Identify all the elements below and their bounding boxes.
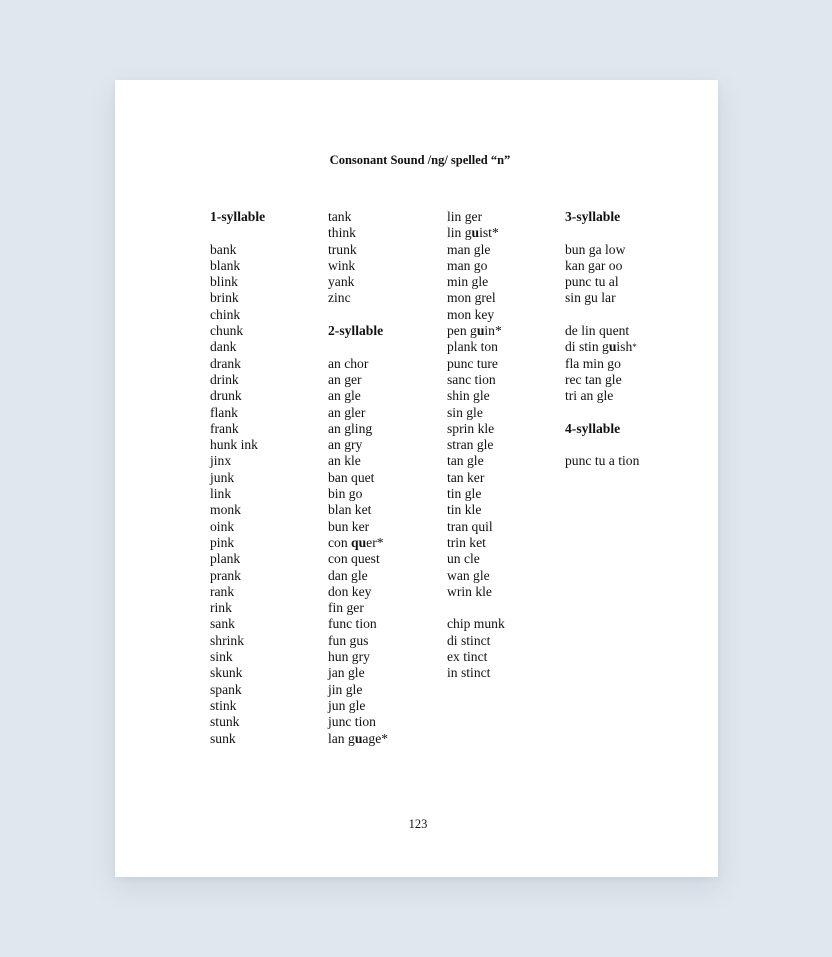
word-item xyxy=(328,535,388,551)
word-item: plank ton xyxy=(447,339,498,355)
word-item: tin gle xyxy=(447,486,482,502)
word-item: yank xyxy=(328,274,355,290)
word-item: tri an gle xyxy=(565,388,614,404)
word-item: stink xyxy=(210,697,237,713)
word-part: ish xyxy=(616,339,633,355)
word-part: pen g xyxy=(447,323,477,339)
word-item: sink xyxy=(210,649,233,665)
word-item: spank xyxy=(210,681,242,697)
word-item: tan ker xyxy=(447,469,485,485)
word-item: shin gle xyxy=(447,388,490,404)
word-item: trin ket xyxy=(447,534,486,550)
word-item: blink xyxy=(210,274,238,290)
spacer xyxy=(565,405,639,421)
word-item: chip munk xyxy=(447,616,505,632)
word-item: sin gu lar xyxy=(565,290,616,306)
word-item: kan gar oo xyxy=(565,257,623,273)
word-item: drink xyxy=(210,371,239,387)
word-item: bun ker xyxy=(328,518,370,534)
word-item: tran quil xyxy=(447,518,493,534)
spacer xyxy=(447,600,505,616)
word-part-bold: u xyxy=(476,323,485,339)
word-item: drank xyxy=(210,355,241,371)
word-part: * xyxy=(632,342,637,353)
word-column-3 xyxy=(447,209,505,682)
word-item: fin ger xyxy=(328,600,364,616)
word-item: dank xyxy=(210,339,237,355)
word-part: in* xyxy=(484,323,502,339)
word-item: chink xyxy=(210,306,241,322)
word-item: sin gle xyxy=(447,404,483,420)
word-item: brink xyxy=(210,290,239,306)
word-item: man go xyxy=(447,257,488,273)
word-item: bun ga low xyxy=(565,241,626,257)
word-item: func tion xyxy=(328,616,377,632)
word-part-bold: u xyxy=(354,730,363,746)
word-item: blan ket xyxy=(328,502,372,518)
word-item: di stinct xyxy=(447,632,491,648)
word-item: hun gry xyxy=(328,649,370,665)
word-item: frank xyxy=(210,420,239,436)
word-part: age* xyxy=(362,730,389,746)
section-heading: 1-syllable xyxy=(210,209,266,224)
section-heading: 3-syllable xyxy=(565,209,621,224)
word-item: punc ture xyxy=(447,355,498,371)
word-item: tan gle xyxy=(447,453,484,469)
word-item: chunk xyxy=(210,323,244,339)
section-heading: 2-syllable xyxy=(328,323,384,339)
word-item: pink xyxy=(210,534,235,550)
word-item: monk xyxy=(210,502,241,518)
word-item: ban quet xyxy=(328,469,375,485)
word-item: un cle xyxy=(447,551,480,567)
spacer xyxy=(328,307,388,323)
word-item: in stinct xyxy=(447,665,491,681)
word-item: an gler xyxy=(328,404,366,420)
word-item: mon grel xyxy=(447,290,496,306)
word-item: an gry xyxy=(328,437,363,453)
word-item: junk xyxy=(210,469,235,485)
word-item: bank xyxy=(210,241,237,257)
word-item: sank xyxy=(210,616,235,632)
word-item: plank xyxy=(210,551,241,567)
word-item: rec tan gle xyxy=(565,371,622,387)
word-item: wrin kle xyxy=(447,583,492,599)
word-item: mon key xyxy=(447,306,495,322)
word-item: man gle xyxy=(447,241,491,257)
word-item: sprin kle xyxy=(447,420,495,436)
word-item: flank xyxy=(210,404,238,420)
document-page xyxy=(115,80,718,877)
word-item xyxy=(447,323,505,339)
word-item: shrink xyxy=(210,632,244,648)
word-item: an kle xyxy=(328,453,361,469)
word-part-bold: u xyxy=(471,225,480,241)
word-item: stran gle xyxy=(447,437,494,453)
word-item: rank xyxy=(210,583,235,599)
word-item: lin ger xyxy=(447,209,483,224)
spacer xyxy=(565,437,639,453)
page-number: 123 xyxy=(408,817,428,831)
word-item: zinc xyxy=(328,290,351,306)
word-item: don key xyxy=(328,583,372,599)
word-part: lan g xyxy=(328,730,355,746)
word-item: drunk xyxy=(210,388,242,404)
word-part: er* xyxy=(366,534,384,550)
word-item: prank xyxy=(210,567,241,583)
page-title: Consonant Sound /ng/ spelled “n” xyxy=(329,153,511,167)
word-part-bold: u xyxy=(608,339,617,355)
word-part-bold: qu xyxy=(351,534,367,550)
word-item: ex tinct xyxy=(447,649,488,665)
word-item: punc tu al xyxy=(565,274,619,290)
section-heading: 4-syllable xyxy=(565,420,621,436)
word-item: hunk ink xyxy=(210,437,258,453)
word-item: think xyxy=(328,225,356,241)
word-part: lin g xyxy=(447,225,472,241)
word-item xyxy=(565,339,639,355)
spacer xyxy=(565,307,639,323)
word-column-1 xyxy=(210,209,265,747)
word-item: fun gus xyxy=(328,632,369,648)
word-item: wink xyxy=(328,257,356,273)
spacer xyxy=(328,339,388,355)
word-item: fla min go xyxy=(565,355,621,371)
word-item: blank xyxy=(210,257,241,273)
word-item: an ger xyxy=(328,371,362,387)
word-item: tank xyxy=(328,209,352,224)
word-item: jin gle xyxy=(328,681,363,697)
word-item: sunk xyxy=(210,730,236,746)
word-item: tin kle xyxy=(447,502,482,518)
word-item: jan gle xyxy=(328,665,365,681)
word-item: oink xyxy=(210,518,235,534)
word-item: min gle xyxy=(447,274,489,290)
word-item: link xyxy=(210,486,232,502)
word-item: rink xyxy=(210,600,232,616)
word-item: punc tu a tion xyxy=(565,453,640,469)
word-part: con xyxy=(328,534,352,550)
word-item: dan gle xyxy=(328,567,368,583)
word-part: di stin g xyxy=(565,339,609,355)
word-item xyxy=(328,731,388,747)
word-item: an chor xyxy=(328,355,369,371)
spacer xyxy=(565,225,639,241)
word-item: wan gle xyxy=(447,567,490,583)
word-item: junc tion xyxy=(328,714,376,730)
word-item: trunk xyxy=(328,241,357,257)
word-item: skunk xyxy=(210,665,243,681)
word-column-4 xyxy=(565,209,639,470)
word-item: sanc tion xyxy=(447,371,496,387)
word-item: jinx xyxy=(210,453,232,469)
word-item: bin go xyxy=(328,486,363,502)
word-item xyxy=(447,225,505,241)
word-item: de lin quent xyxy=(565,323,630,339)
word-item: jun gle xyxy=(328,697,366,713)
word-item: an gling xyxy=(328,420,373,436)
word-item: con quest xyxy=(328,551,380,567)
word-item: an gle xyxy=(328,388,361,404)
word-item: stunk xyxy=(210,714,240,730)
word-column-2 xyxy=(328,209,388,747)
word-part: ist* xyxy=(479,225,499,241)
spacer xyxy=(210,225,265,241)
